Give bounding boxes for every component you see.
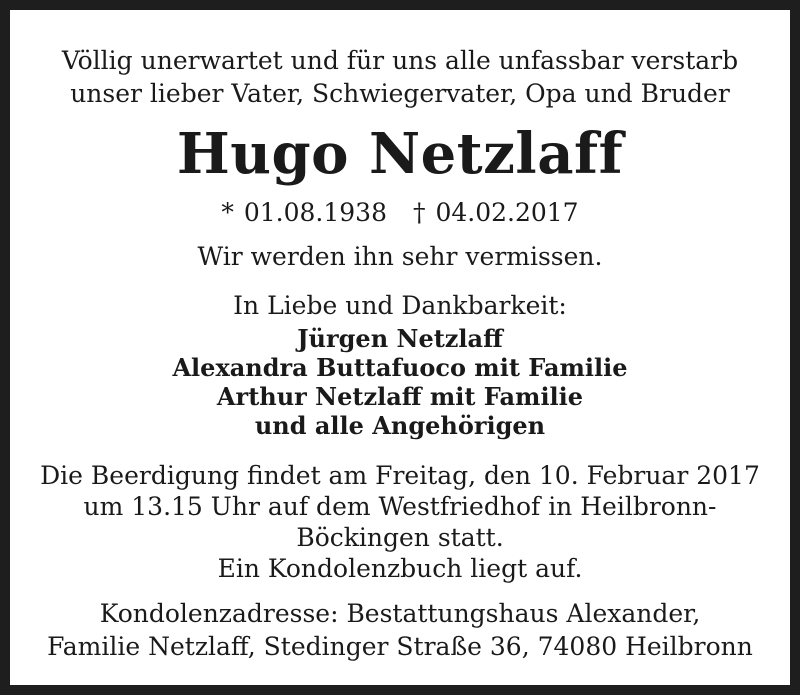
deceased-name: Hugo Netzlaff	[176, 121, 624, 187]
death-date: † 04.02.2017	[413, 198, 579, 227]
mourner-item: und alle Angehörigen	[254, 411, 546, 440]
intro-line-2: unser lieber Vater, Schwiegervater, Opa und Bruder	[70, 79, 730, 108]
mourners-list	[20, 324, 780, 440]
funeral-line-1: Die Beerdigung findet am Freitag, den 10. Februar 2017	[40, 461, 760, 490]
mourner-item: Alexandra Buttafuoco mit Familie	[172, 353, 628, 382]
life-dates	[20, 196, 780, 229]
birth-date: * 01.08.1938	[221, 198, 387, 227]
funeral-line-2: um 13.15 Uhr auf dem Westfriedhof in Heilbronn-	[83, 492, 717, 521]
mourner-item: Jürgen Netzlaff	[297, 324, 503, 353]
funeral-line-4: Ein Kondolenzbuch liegt auf.	[217, 554, 583, 583]
address-line-2: Familie Netzlaff, Stedinger Straße 36, 74080 Heilbronn	[47, 632, 753, 661]
mourner-item: Arthur Netzlaff mit Familie	[216, 382, 584, 411]
intro-line-1: Völlig unerwartet und für uns alle unfassbar verstarb	[61, 46, 739, 75]
address-line-1: Kondolenzadresse: Bestattungshaus Alexander,	[99, 599, 701, 628]
funeral-info	[20, 460, 780, 584]
intro-text	[20, 44, 780, 110]
love-line: In Liebe und Dankbarkeit:	[233, 291, 567, 320]
funeral-line-3: Böckingen statt.	[296, 523, 504, 552]
condolence-address	[20, 597, 780, 663]
miss-line: Wir werden ihn sehr vermissen.	[197, 242, 603, 271]
